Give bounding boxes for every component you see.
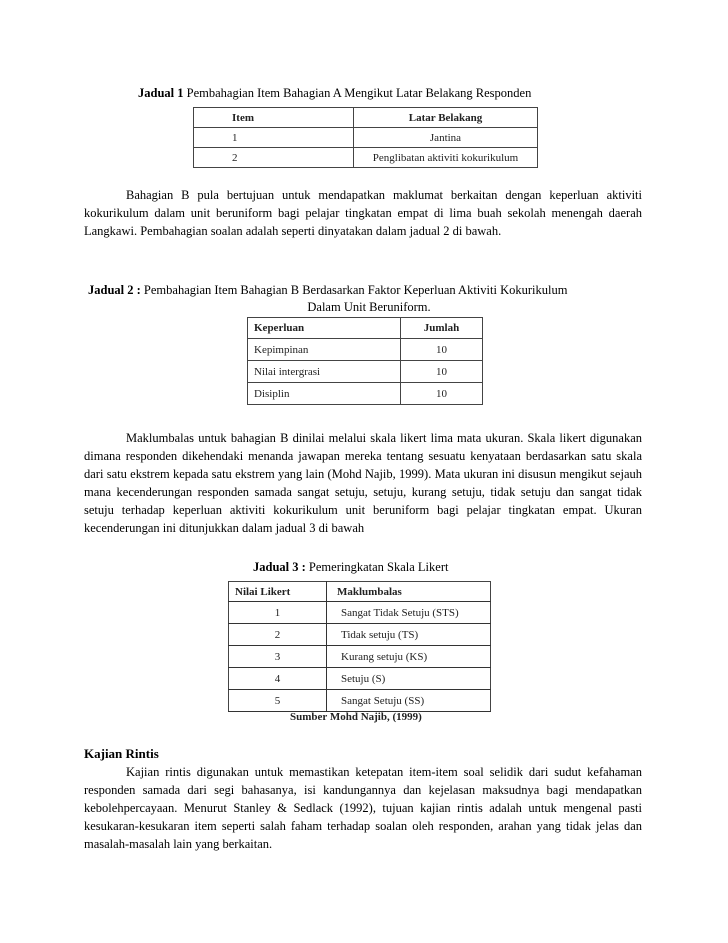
- table-cell: 10: [401, 339, 483, 361]
- table2: [247, 317, 483, 405]
- table-cell: Disiplin: [248, 383, 401, 405]
- table-row: [229, 624, 491, 646]
- table2-header-keperluan: Keperluan: [248, 318, 401, 339]
- table-cell: Kepimpinan: [248, 339, 401, 361]
- table1-caption-text: Pembahagian Item Bahagian A Mengikut Latar Belakang Responden: [183, 86, 532, 100]
- table-row: [194, 128, 538, 148]
- table-row: [229, 668, 491, 690]
- table-cell: Nilai intergrasi: [248, 361, 401, 383]
- table-row: [229, 646, 491, 668]
- table-cell: Sangat Tidak Setuju (STS): [327, 602, 491, 624]
- table-row: [248, 383, 483, 405]
- table-cell: 10: [401, 383, 483, 405]
- table-cell: Tidak setuju (TS): [327, 624, 491, 646]
- table2-caption-line2: Dalam Unit Beruniform.: [307, 300, 431, 314]
- table-cell: 10: [401, 361, 483, 383]
- table-header-row: [229, 582, 491, 602]
- table-row: [229, 690, 491, 712]
- table3-header-nilai: Nilai Likert: [229, 582, 327, 602]
- section-paragraph: Kajian rintis digunakan untuk memastikan ketepatan item-item soal selidik dari sudut kefahaman responden samada dari segi bahasanya, isi kandungannya dan kejelasan maksudnya bagi mendapatkan kebolehpercayaan. Menurut Stanley & Sedlack (1992), tujuan kajian rintis adalah untuk mengenal pasti kesukaran-kesukaran item seperti salah faham terhadap soalan oleh responden, arahan yang tidak jelas dan masalah-masalah lain yang berkaitan.: [84, 765, 642, 851]
- table-cell: Setuju (S): [327, 668, 491, 690]
- paragraph-2: Maklumbalas untuk bahagian B dinilai melalui skala likert lima mata ukuran. Skala likert digunakan dimana responden dikehendaki menanda jawapan mereka tentang sesuatu kenyataan berdasarkan satu skala dari satu ekstrem kepada satu ekstrem yang lain (Mohd Najib, 1999). Mata ukuran ini disusun mengikut sejauh mana kecenderungan responden samada sangat setuju, setuju, kurang setuju, tidak setuju dan sangat tidak setuju terhadap keperluan aktiviti kokurikulum unit beruniform bagi pelajar tingkatan empat. Ukuran kecenderungan ini ditunjukkan dalam jadual 3 di bawah: [84, 431, 642, 535]
- paragraph-1: Bahagian B pula bertujuan untuk mendapatkan maklumat berkaitan dengan keperluan aktiviti kokurikulum dalam unit beruniform bagi pelajar tingkatan empat di lima buah sekolah menengah daerah Langkawi. Pembahagian soalan adalah seperti dinyatakan dalam jadual 2 di bawah.: [84, 188, 642, 238]
- table-cell: 1: [194, 128, 354, 148]
- table-cell: Kurang setuju (KS): [327, 646, 491, 668]
- table-row: [248, 339, 483, 361]
- table1-caption-label: Jadual 1: [138, 86, 184, 100]
- table-cell: 2: [194, 148, 354, 168]
- table2-caption: [88, 283, 567, 298]
- table-header-row: [248, 318, 483, 339]
- table-row: [248, 361, 483, 383]
- table-row: [229, 602, 491, 624]
- table3-caption-text: Pemeringkatan Skala Likert: [305, 560, 449, 574]
- table2-header-jumlah: Jumlah: [401, 318, 483, 339]
- table1-header-item: Item: [194, 108, 354, 128]
- table3-caption-label: Jadual 3 :: [253, 560, 306, 574]
- table1-header-latar: Latar Belakang: [354, 108, 538, 128]
- table-cell: Sangat Setuju (SS): [327, 690, 491, 712]
- table-header-row: [194, 108, 538, 128]
- table-cell: Penglibatan aktiviti kokurikulum: [354, 148, 538, 168]
- table1: [193, 107, 538, 168]
- table3-caption: [253, 560, 448, 575]
- table1-caption: [138, 86, 531, 101]
- section-heading: Kajian Rintis: [84, 746, 159, 761]
- table-cell: Jantina: [354, 128, 538, 148]
- table2-caption-label: Jadual 2 :: [88, 283, 141, 297]
- table-cell: 2: [229, 624, 327, 646]
- table-cell: 5: [229, 690, 327, 712]
- table2-caption-line1: Pembahagian Item Bahagian B Berdasarkan Faktor Keperluan Aktiviti Kokurikulum: [140, 283, 568, 297]
- table3-header-maklumbalas: Maklumbalas: [327, 582, 491, 602]
- table-row: [194, 148, 538, 168]
- table-cell: 4: [229, 668, 327, 690]
- table-cell: 3: [229, 646, 327, 668]
- table3-source: Sumber Mohd Najib, (1999): [290, 711, 422, 723]
- table3: [228, 581, 491, 712]
- table-cell: 1: [229, 602, 327, 624]
